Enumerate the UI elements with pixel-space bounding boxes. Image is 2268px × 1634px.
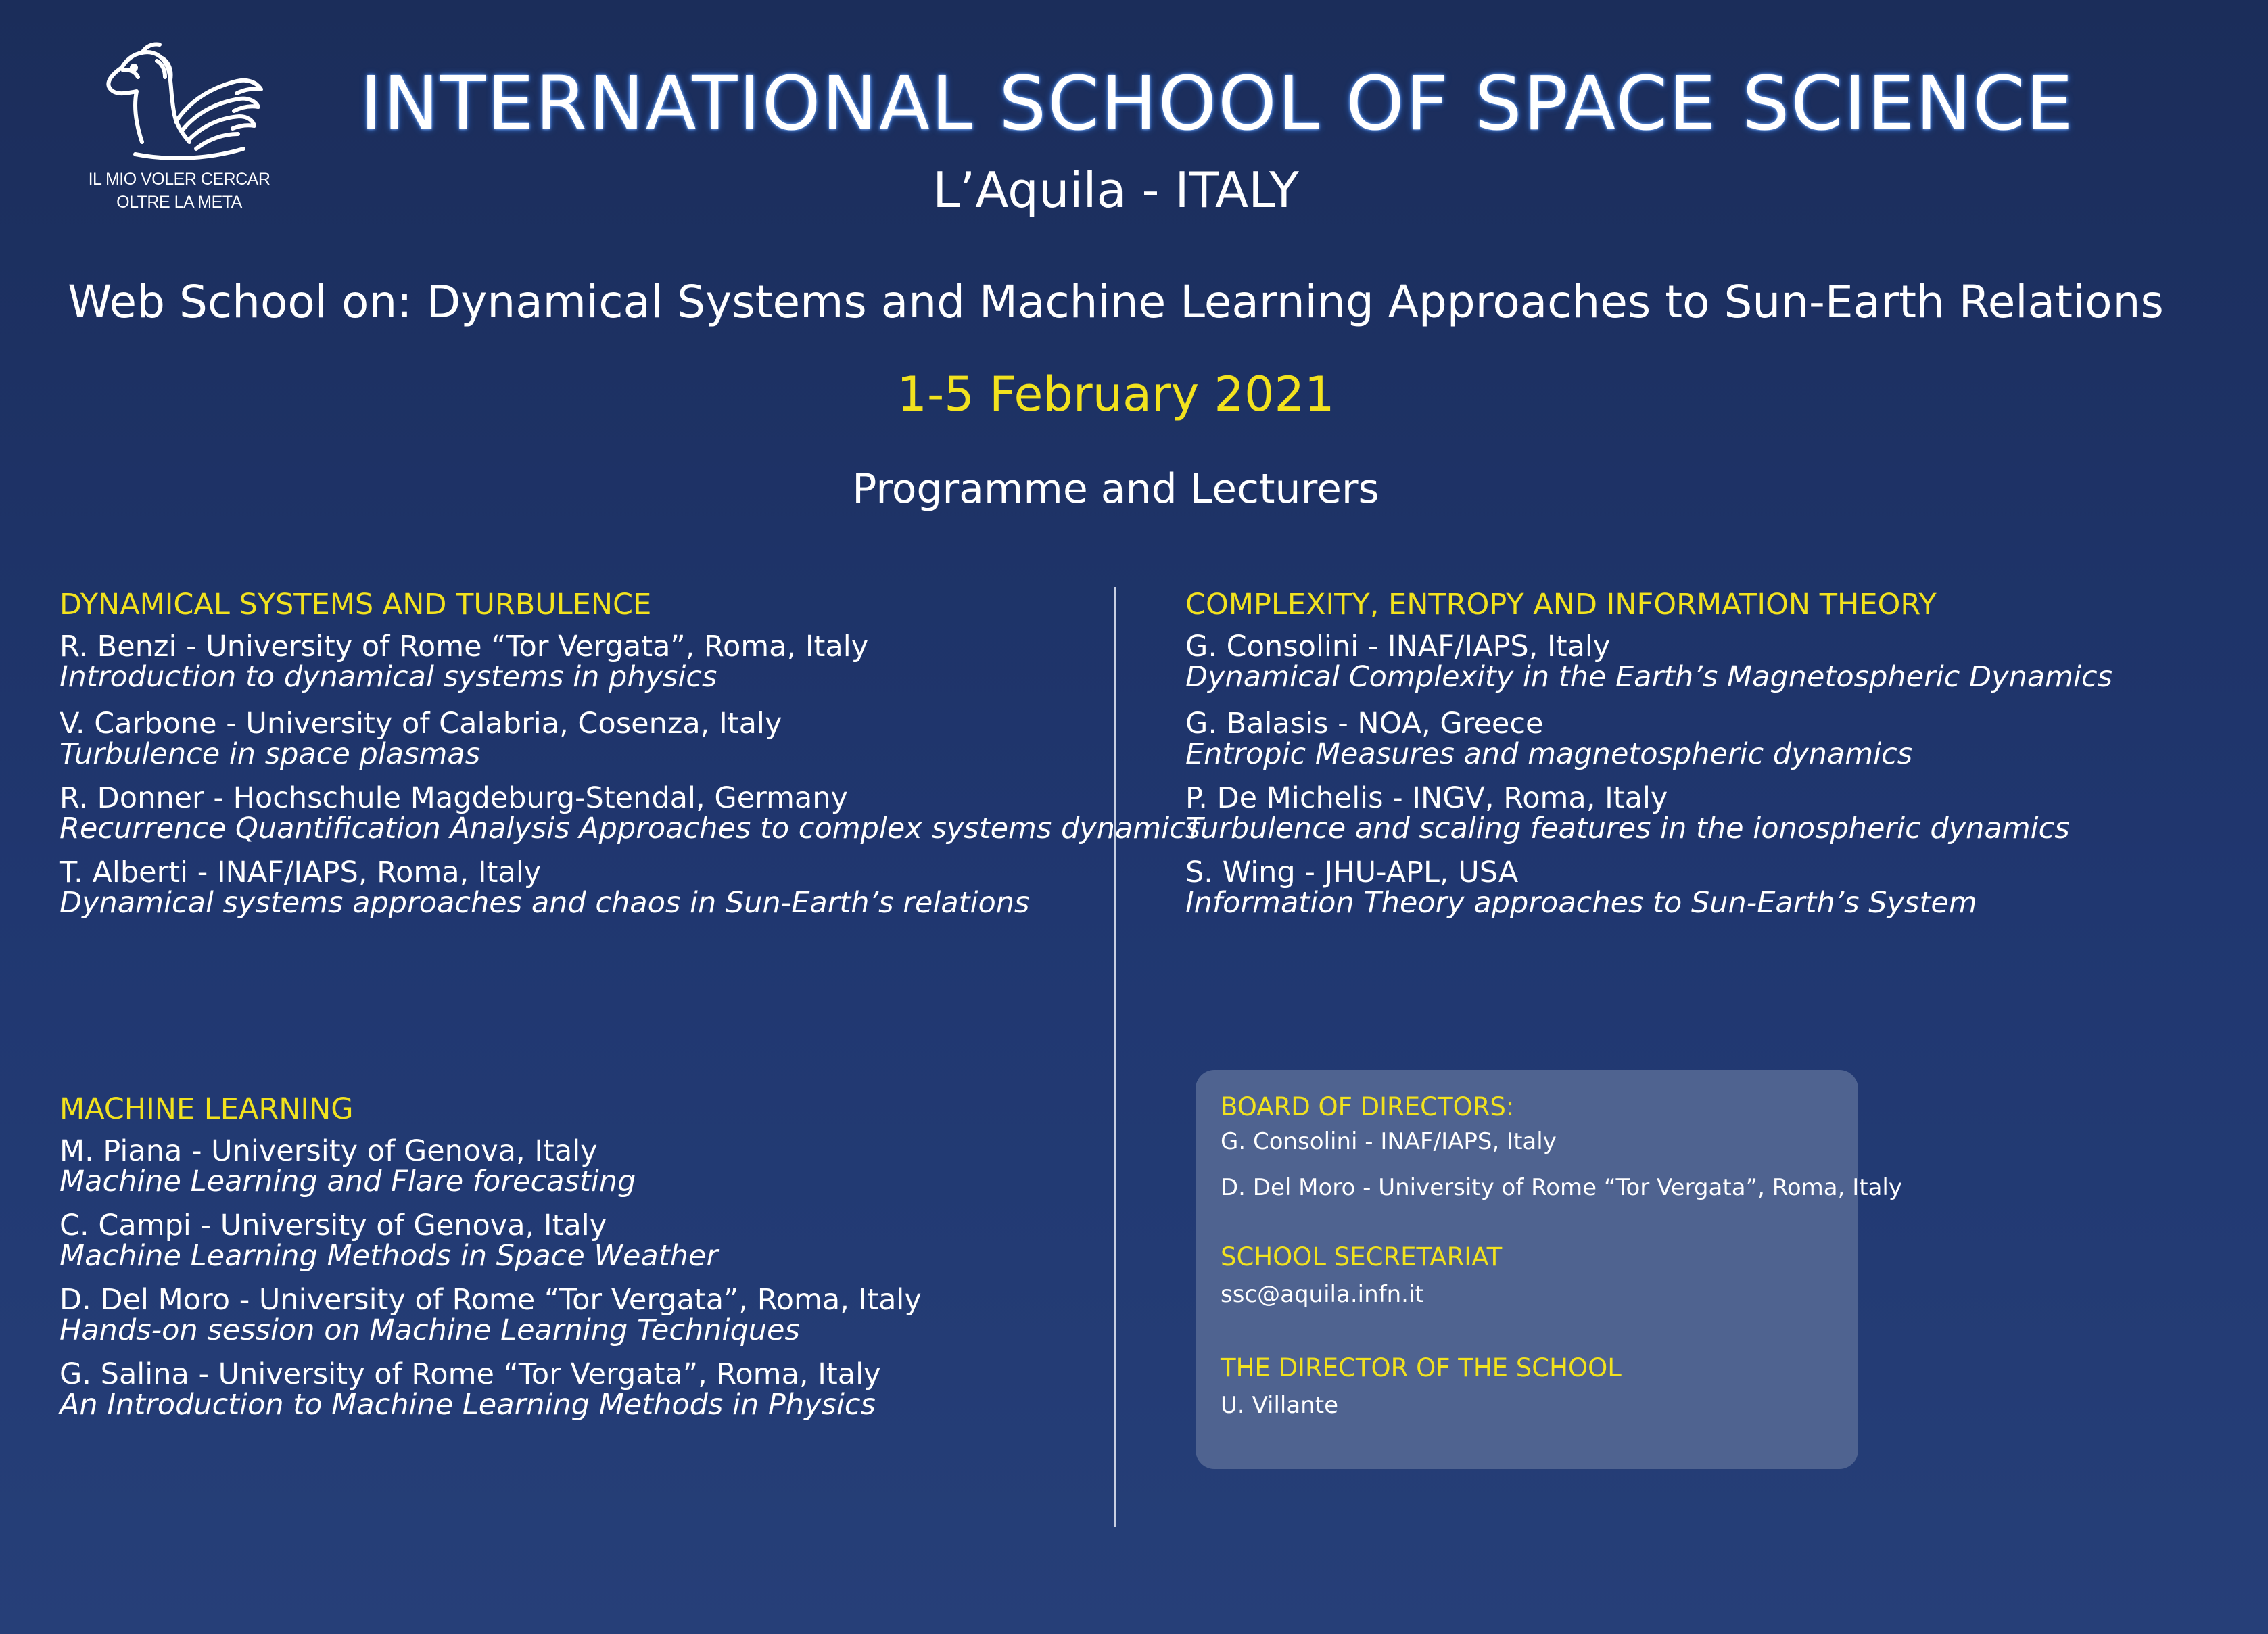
lecture-entry [1185, 783, 2112, 844]
lecturer-name: S. Wing - JHU-APL, USA [1185, 856, 1519, 889]
school-title: INTERNATIONAL SCHOOL OF SPACE SCIENCE [360, 60, 2075, 147]
lecture-topic: An Introduction to Machine Learning Methods in Physics [60, 1388, 876, 1422]
lecturer-name: T. Alberti - INAF/IAPS, Roma, Italy [60, 856, 542, 889]
lecturer-name: M. Piana - University of Genova, Italy [60, 1134, 598, 1168]
lecture-topic: Information Theory approaches to Sun-Earth’s System [1185, 886, 1977, 920]
section-title: COMPLEXITY, ENTROPY AND INFORMATION THEORY [1185, 588, 1937, 622]
lecture-topic: Dynamical Complexity in the Earth’s Magnetospheric Dynamics [1185, 660, 2113, 694]
section-machine-learning [60, 1090, 922, 1430]
lecture-entry [60, 632, 1200, 693]
pegasus-icon [95, 41, 270, 169]
web-school-title: Web School on: Dynamical Systems and Machine Learning Approaches to Sun-Earth Relations [68, 276, 2164, 328]
lecture-topic: Dynamical systems approaches and chaos in Sun-Earth’s relations [60, 886, 1030, 920]
lecturer-name: P. De Michelis - INGV, Roma, Italy [1185, 781, 1668, 815]
director-1: G. Consolini - INAF/IAPS, Italy [1221, 1128, 1557, 1155]
section-complexity [1185, 586, 2112, 928]
lecture-topic: Recurrence Quantification Analysis Approaches to complex systems dynamics [60, 812, 1201, 845]
lecture-entry [1185, 858, 2112, 918]
lecture-topic: Machine Learning and Flare forecasting [60, 1165, 636, 1198]
section-title: DYNAMICAL SYSTEMS AND TURBULENCE [60, 588, 652, 622]
lecture-entry [60, 1285, 922, 1346]
school-director-name: U. Villante [1221, 1392, 1338, 1419]
lecture-entry [1185, 632, 2112, 693]
lecture-topic: Introduction to dynamical systems in physics [60, 660, 717, 694]
lecture-entry [60, 1136, 922, 1197]
lecture-topic: Turbulence and scaling features in the ionospheric dynamics [1185, 812, 2070, 845]
lecture-topic: Hands-on session on Machine Learning Techniques [60, 1313, 800, 1347]
lecture-entry [60, 1359, 922, 1420]
motto-line-1: IL MIO VOLER CERCAR [88, 170, 270, 189]
lecture-topic: Turbulence in space plasmas [60, 737, 481, 771]
school-director-title: THE DIRECTOR OF THE SCHOOL [1221, 1353, 1622, 1382]
board-of-directors-title: BOARD OF DIRECTORS: [1221, 1092, 1515, 1121]
board-info-box [1196, 1070, 1902, 1469]
lecture-entry [1185, 709, 2112, 770]
lecture-topic: Machine Learning Methods in Space Weather [60, 1239, 719, 1273]
location: L’Aquila - ITALY [932, 162, 1299, 218]
lecture-entry [60, 858, 1200, 918]
section-title: MACHINE LEARNING [60, 1092, 354, 1126]
motto-line-2: OLTRE LA META [116, 193, 242, 212]
lecturer-name: D. Del Moro - University of Rome “Tor Vergata”, Roma, Italy [60, 1283, 922, 1317]
lecturer-name: V. Carbone - University of Calabria, Cosenza, Italy [60, 707, 782, 741]
lecturer-name: C. Campi - University of Genova, Italy [60, 1209, 607, 1242]
lecturer-name: R. Benzi - University of Rome “Tor Vergata”, Roma, Italy [60, 630, 869, 663]
lecturer-name: G. Salina - University of Rome “Tor Vergata”, Roma, Italy [60, 1357, 881, 1391]
event-dates: 1-5 February 2021 [897, 367, 1335, 422]
lecture-entry [60, 709, 1200, 770]
director-2: D. Del Moro - University of Rome “Tor Vergata”, Roma, Italy [1221, 1174, 1902, 1201]
programme-heading: Programme and Lecturers [852, 465, 1379, 513]
school-secretariat-title: SCHOOL SECRETARIAT [1221, 1242, 1503, 1271]
lecturer-name: G. Consolini - INAF/IAPS, Italy [1185, 630, 1611, 663]
lecture-entry [60, 1211, 922, 1271]
lecturer-name: R. Donner - Hochschule Magdeburg-Stendal, Germany [60, 781, 848, 815]
lecture-entry [60, 783, 1200, 844]
lecturer-name: G. Balasis - NOA, Greece [1185, 707, 1544, 741]
secretariat-email[interactable]: ssc@aquila.infn.it [1221, 1281, 1424, 1308]
lecture-topic: Entropic Measures and magnetospheric dynamics [1185, 737, 1913, 771]
section-dynamical-systems [60, 586, 1200, 928]
